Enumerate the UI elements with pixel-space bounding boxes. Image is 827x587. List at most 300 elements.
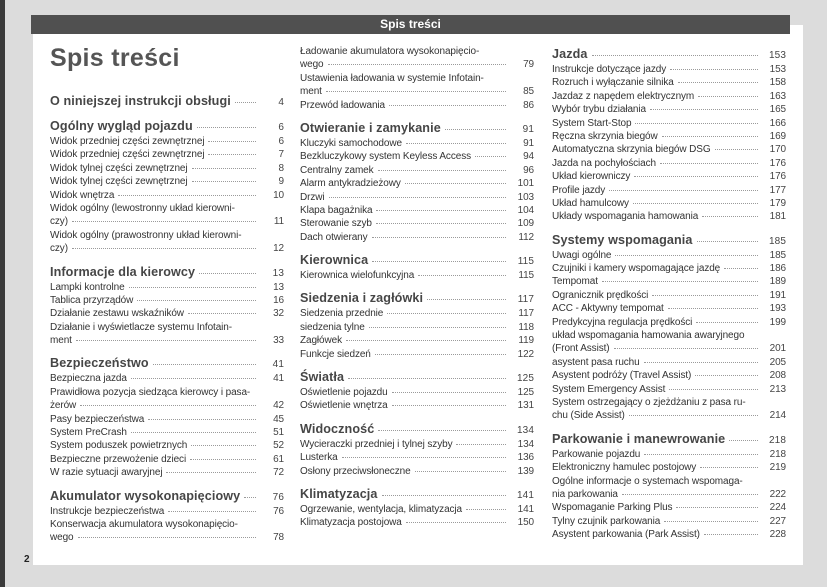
toc-entry[interactable] <box>552 475 786 502</box>
toc-entry[interactable] <box>552 289 786 302</box>
toc-page-number: 112 <box>518 231 534 243</box>
toc-entry-row <box>50 487 284 505</box>
dot-leader <box>697 241 759 242</box>
dot-leader <box>191 445 256 446</box>
toc-page-number: 8 <box>278 162 284 174</box>
toc-entry-row <box>552 231 786 249</box>
toc-entry-row <box>50 294 284 307</box>
dot-leader <box>652 295 758 296</box>
toc-entry[interactable] <box>552 356 786 369</box>
toc-page-number: 11 <box>273 216 284 228</box>
toc-entry[interactable] <box>552 184 786 197</box>
toc-entry[interactable] <box>50 202 284 229</box>
toc-entry-text: Widok ogólny (lewostronny układ kierowni- <box>50 202 235 214</box>
toc-entry-text: Centralny zamek <box>300 164 374 176</box>
toc-chapter-entry[interactable] <box>552 45 786 63</box>
toc-page-number: 181 <box>769 211 786 223</box>
toc-entry-row <box>552 210 786 223</box>
toc-entry-text: Ogólny wygląd pojazdu <box>50 119 193 133</box>
toc-page-number: 61 <box>273 453 284 465</box>
toc-entry-text: wego <box>300 59 324 71</box>
dot-leader <box>131 378 256 379</box>
toc-entry[interactable] <box>50 135 284 148</box>
toc-entry-text: Wspomaganie Parking Plus <box>552 502 673 514</box>
toc-page-number: 13 <box>272 267 284 279</box>
toc-entry-row <box>552 45 786 63</box>
toc-page-number: 76 <box>273 505 284 517</box>
toc-page-number: 125 <box>517 387 534 399</box>
toc-entry[interactable] <box>50 386 284 413</box>
toc-chapter-entry[interactable] <box>552 430 786 448</box>
toc-entry-row <box>552 117 786 130</box>
dot-leader <box>76 340 256 341</box>
toc-entry[interactable] <box>300 191 534 204</box>
toc-page-number: 86 <box>523 99 534 111</box>
toc-entry[interactable] <box>552 117 786 130</box>
toc-chapter-entry[interactable] <box>300 251 534 269</box>
toc-entry-row <box>552 316 786 329</box>
dot-leader <box>475 156 506 157</box>
toc-entry-text: Bezkluczykowy system Keyless Access <box>300 151 471 163</box>
dot-leader <box>660 163 758 164</box>
toc-entry-text: Jazda <box>552 47 588 61</box>
toc-entry-row <box>300 420 534 438</box>
toc-entry-text: układ wspomagania hamowania awaryjnego <box>552 330 745 342</box>
toc-entry[interactable] <box>300 231 534 244</box>
toc-entry-row <box>300 321 534 334</box>
toc-page-number: 228 <box>769 529 786 541</box>
toc-entry-text: Czujniki i kamery wspomagające jazdę <box>552 263 721 275</box>
dot-leader <box>622 494 758 495</box>
dot-leader <box>72 221 256 222</box>
toc-entry[interactable] <box>300 177 534 190</box>
toc-entry-text: Widok wnętrza <box>50 189 115 201</box>
toc-entry[interactable] <box>50 162 284 175</box>
dot-leader <box>678 82 758 83</box>
toc-entry-text: Drzwi <box>300 191 325 203</box>
toc-entry-text: Widok przedniej części zewnętrznej <box>50 149 205 161</box>
toc-page-number: 218 <box>769 434 786 446</box>
toc-entry[interactable] <box>300 72 534 99</box>
toc-entry[interactable] <box>50 505 284 518</box>
toc-page-number: 139 <box>517 465 534 477</box>
toc-entry-text: Tempomat <box>552 276 598 288</box>
toc-entry[interactable] <box>552 249 786 262</box>
dot-leader <box>378 430 506 431</box>
toc-entry-row <box>50 531 284 544</box>
toc-entry-text: Otwieranie i zamykanie <box>300 120 441 135</box>
toc-page-number: 134 <box>517 424 534 436</box>
toc-chapter-entry[interactable] <box>50 92 284 110</box>
toc-entry[interactable] <box>552 143 786 156</box>
toc-entry[interactable] <box>50 281 284 294</box>
toc-page-number: 91 <box>523 137 534 149</box>
toc-entry-row <box>50 281 284 294</box>
toc-entry-text: Lusterka <box>300 452 338 464</box>
toc-entry-text: Działanie i wyświetlacze systemu Infotain- <box>50 321 232 333</box>
toc-entry[interactable] <box>552 396 786 423</box>
toc-entry-text: żerów <box>50 400 77 412</box>
toc-entry[interactable] <box>552 262 786 275</box>
toc-page-number: 9 <box>278 176 284 188</box>
toc-page-number: 4 <box>278 97 284 108</box>
toc-entry[interactable] <box>300 204 534 217</box>
toc-entry[interactable] <box>300 150 534 163</box>
dot-leader <box>137 300 256 301</box>
dot-leader <box>244 497 256 498</box>
toc-entry[interactable] <box>552 210 786 223</box>
toc-page-number: 208 <box>769 370 786 382</box>
toc-entry[interactable] <box>552 76 786 89</box>
toc-entry[interactable] <box>552 63 786 76</box>
toc-column-2 <box>300 45 534 530</box>
toc-page-number: 33 <box>273 335 284 347</box>
dot-leader <box>715 149 758 150</box>
toc-column-1 <box>50 92 284 545</box>
toc-entry-row <box>300 177 534 190</box>
toc-entry-row <box>300 307 534 320</box>
toc-entry-row <box>50 372 284 385</box>
dot-leader <box>592 55 758 56</box>
dot-leader <box>129 287 256 288</box>
toc-entry-row <box>552 170 786 183</box>
toc-entry-text: Profile jazdy <box>552 184 606 196</box>
toc-entry[interactable] <box>50 466 284 479</box>
toc-chapter-entry[interactable] <box>50 487 284 505</box>
toc-entry-text: Oświetlenie pojazdu <box>300 387 388 399</box>
toc-page-number: 205 <box>769 356 786 368</box>
toc-entry-row <box>50 307 284 320</box>
toc-entry-text: Automatyczna skrzynia biegów DSG <box>552 144 711 156</box>
toc-entry[interactable] <box>552 316 786 329</box>
toc-entry-text: Układ kierowniczy <box>552 171 631 183</box>
toc-page-number: 103 <box>517 191 534 203</box>
dot-leader <box>406 143 506 144</box>
toc-entry-row <box>552 501 786 514</box>
toc-entry-row <box>552 90 786 103</box>
toc-entry-text: ment <box>50 335 72 347</box>
toc-entry-row <box>50 189 284 202</box>
toc-entry[interactable] <box>50 413 284 426</box>
toc-entry-row <box>552 369 786 382</box>
toc-entry-row <box>50 92 284 110</box>
toc-entry[interactable] <box>552 501 786 514</box>
toc-entry-row <box>50 162 284 175</box>
toc-entry-row <box>300 217 534 230</box>
dot-leader <box>392 392 506 393</box>
toc-entry[interactable] <box>552 302 786 315</box>
toc-entry[interactable] <box>300 516 534 529</box>
toc-entry-text: Ogólne informacje o systemach wspomaga- <box>552 475 743 487</box>
toc-page-number: 134 <box>517 438 534 450</box>
toc-page-number: 51 <box>273 427 284 439</box>
toc-page-number: 177 <box>769 184 786 196</box>
toc-entry-row <box>552 448 786 461</box>
toc-entry-text: Siedzenia i zagłówki <box>300 291 424 306</box>
toc-entry-text: czy) <box>50 216 68 228</box>
dot-leader <box>405 183 506 184</box>
toc-entry-row <box>300 231 534 244</box>
toc-entry-row <box>552 143 786 156</box>
toc-page-number: 150 <box>517 517 534 529</box>
dot-leader <box>614 348 759 349</box>
dot-leader <box>389 105 506 106</box>
toc-entry[interactable] <box>50 294 284 307</box>
toc-entry-text: Uwagi ogólne <box>552 249 612 261</box>
toc-entry-row <box>300 289 534 307</box>
toc-entry[interactable] <box>300 99 534 112</box>
toc-entry-text: Kluczyki samochodowe <box>300 137 402 149</box>
toc-entry[interactable] <box>300 321 534 334</box>
toc-entry[interactable] <box>50 321 284 348</box>
toc-chapter-entry[interactable] <box>300 119 534 137</box>
toc-page-number: 219 <box>769 462 786 474</box>
toc-entry[interactable] <box>300 45 534 72</box>
toc-entry-row <box>552 76 786 89</box>
toc-entry-row <box>552 515 786 528</box>
toc-page-number: 76 <box>272 491 284 503</box>
dot-leader <box>392 405 506 406</box>
toc-page-number: 115 <box>517 256 534 268</box>
toc-entry[interactable] <box>50 518 284 545</box>
toc-page-number: 141 <box>517 489 534 501</box>
left-edge-strip <box>0 0 5 587</box>
toc-entry-row <box>300 386 534 399</box>
toc-entry[interactable] <box>300 438 534 451</box>
dot-leader <box>650 109 758 110</box>
dot-leader <box>197 127 256 128</box>
toc-entry-text: Ustawienia ładowania w systemie Infotain- <box>300 72 484 84</box>
toc-page-number: 165 <box>769 104 786 116</box>
toc-entry-text: Widok przedniej części zewnętrznej <box>50 136 205 147</box>
dot-leader <box>696 322 758 323</box>
toc-entry[interactable] <box>50 175 284 188</box>
dot-leader <box>702 216 758 217</box>
toc-entry-text: ACC - Aktywny tempomat <box>552 303 664 315</box>
toc-entry[interactable] <box>552 515 786 528</box>
dot-leader <box>346 340 506 341</box>
toc-entry-text: asystent pasa ruchu <box>552 356 640 368</box>
toc-entry[interactable] <box>50 307 284 320</box>
dot-leader <box>662 136 758 137</box>
toc-entry-text: Tylny czujnik parkowania <box>552 515 661 527</box>
toc-page-number: 118 <box>518 321 534 333</box>
toc-chapter-entry[interactable] <box>552 231 786 249</box>
toc-page-number: 79 <box>523 59 534 71</box>
toc-entry[interactable] <box>552 383 786 396</box>
toc-entry-text: Instrukcje dotyczące jazdy <box>552 64 667 75</box>
toc-page-number: 7 <box>278 149 284 161</box>
toc-chapter-entry[interactable] <box>50 354 284 372</box>
toc-entry[interactable] <box>552 170 786 183</box>
toc-entry[interactable] <box>552 528 786 541</box>
dot-leader <box>615 255 758 256</box>
toc-entry-text: Widok tylnej części zewnętrznej <box>50 176 188 188</box>
toc-entry-text: Prawidłowa pozycja siedząca kierowcy i pasa- <box>50 386 251 398</box>
running-header: Spis treści <box>31 15 790 34</box>
toc-entry-text: Układ hamulcowy <box>552 197 629 209</box>
toc-page-number: 227 <box>769 515 786 527</box>
toc-entry-row <box>300 399 534 412</box>
toc-entry[interactable] <box>552 90 786 103</box>
toc-entry-text: Instrukcje bezpieczeństwa <box>50 505 165 517</box>
toc-entry-text: Widok tylnej części zewnętrznej <box>50 162 188 174</box>
dot-leader <box>382 495 506 496</box>
toc-entry[interactable] <box>300 503 534 516</box>
toc-entry-row <box>50 413 284 426</box>
toc-entry-row <box>300 58 534 71</box>
toc-entry-row <box>300 150 534 163</box>
toc-entry[interactable] <box>552 329 786 356</box>
dot-leader <box>664 521 758 522</box>
toc-entry-row <box>300 516 534 529</box>
toc-page-number: 45 <box>273 413 284 425</box>
dot-leader <box>78 537 256 538</box>
dot-leader <box>208 154 256 155</box>
toc-page-number: 12 <box>273 243 284 255</box>
toc-entry-row <box>50 466 284 479</box>
toc-page-number: 32 <box>273 308 284 320</box>
toc-entry[interactable] <box>50 229 284 256</box>
dot-leader <box>168 511 256 512</box>
dot-leader <box>378 170 506 171</box>
toc-entry-row <box>300 465 534 478</box>
toc-entry-row <box>50 135 284 148</box>
toc-entry[interactable] <box>50 372 284 385</box>
dot-leader <box>188 313 256 314</box>
toc-column-3 <box>552 45 786 542</box>
toc-entry-text: nia parkowania <box>552 488 618 500</box>
toc-chapter-entry[interactable] <box>300 420 534 438</box>
toc-page-number: 153 <box>769 50 786 61</box>
toc-entry-text: Akumulator wysokonapięciowy <box>50 488 241 503</box>
toc-entry[interactable] <box>300 348 534 361</box>
dot-leader <box>418 275 506 276</box>
toc-entry-text: Lampki kontrolne <box>50 281 125 293</box>
toc-page-number: 119 <box>518 335 534 347</box>
toc-chapter-entry[interactable] <box>50 263 284 281</box>
toc-chapter-entry[interactable] <box>300 485 534 503</box>
toc-entry[interactable] <box>300 137 534 150</box>
toc-entry[interactable] <box>300 164 534 177</box>
toc-entry-text: Konserwacja akumulatora wysokonapięcio- <box>50 518 238 530</box>
toc-page-number: 117 <box>517 294 534 306</box>
toc-entry-text: Jazda na pochyłościach <box>552 157 656 169</box>
toc-entry[interactable] <box>552 130 786 143</box>
toc-entry-row <box>552 63 786 76</box>
toc-entry-row <box>552 157 786 170</box>
dot-leader <box>644 454 758 455</box>
toc-page-number: 214 <box>769 410 786 422</box>
toc-entry-row <box>300 99 534 112</box>
toc-entry-text: Pasy bezpieczeństwa <box>50 413 145 425</box>
toc-entry-row <box>50 505 284 518</box>
toc-entry-row <box>50 242 284 255</box>
toc-entry[interactable] <box>50 426 284 439</box>
toc-entry-text: Klimatyzacja postojowa <box>300 517 402 529</box>
toc-entry-text: chu (Side Assist) <box>552 410 625 422</box>
toc-entry-text: Wycieraczki przedniej i tylnej szyby <box>300 438 453 450</box>
toc-entry-row <box>552 461 786 474</box>
toc-entry-row <box>50 354 284 372</box>
toc-chapter-entry[interactable] <box>300 289 534 307</box>
toc-entry-row <box>552 528 786 541</box>
toc-entry[interactable] <box>300 307 534 320</box>
toc-entry-text: Predykcyjna regulacja prędkości <box>552 316 693 328</box>
toc-chapter-entry[interactable] <box>300 368 534 386</box>
toc-entry[interactable] <box>552 275 786 288</box>
toc-page-number: 41 <box>272 359 284 371</box>
toc-page-number: 218 <box>769 448 786 460</box>
toc-entry[interactable] <box>552 197 786 210</box>
toc-entry[interactable] <box>300 399 534 412</box>
toc-page-number: 163 <box>769 90 786 102</box>
toc-entry-row <box>50 148 284 161</box>
toc-entry[interactable] <box>50 148 284 161</box>
toc-entry-text: Bezpieczeństwo <box>50 356 149 371</box>
toc-entry[interactable] <box>300 269 534 282</box>
toc-page-number: 125 <box>517 373 534 385</box>
dot-leader <box>190 459 256 460</box>
dot-leader <box>387 313 506 314</box>
dot-leader <box>329 197 507 198</box>
toc-page-number: 91 <box>522 123 534 135</box>
toc-page-number: 166 <box>769 117 786 129</box>
toc-page-number: 96 <box>523 164 534 176</box>
toc-entry-row <box>300 485 534 503</box>
toc-page-number: 10 <box>273 189 284 201</box>
toc-entry[interactable] <box>300 217 534 230</box>
toc-page-number: 85 <box>523 86 534 98</box>
toc-entry-row <box>552 383 786 396</box>
toc-entry[interactable] <box>50 439 284 452</box>
toc-entry[interactable] <box>552 461 786 474</box>
toc-entry[interactable] <box>50 189 284 202</box>
toc-page-number: 131 <box>517 400 534 412</box>
toc-entry-row <box>552 130 786 143</box>
toc-entry-text: Klimatyzacja <box>300 486 378 501</box>
toc-entry-row <box>552 289 786 302</box>
toc-entry-row <box>552 275 786 288</box>
toc-entry-text: Ładowanie akumulatora wysokonapięcio- <box>300 46 480 57</box>
toc-page-number: 115 <box>518 270 534 282</box>
toc-entry-text: Kierownica wielofunkcyjna <box>300 270 415 282</box>
toc-chapter-entry[interactable] <box>50 117 284 135</box>
dot-leader <box>118 195 256 196</box>
toc-entry[interactable] <box>552 103 786 116</box>
toc-entry[interactable] <box>300 334 534 347</box>
toc-entry[interactable] <box>300 451 534 464</box>
toc-entry-row <box>50 453 284 466</box>
toc-entry[interactable] <box>552 369 786 382</box>
toc-page-number: 201 <box>769 343 786 355</box>
toc-entry-row <box>552 488 786 501</box>
toc-entry[interactable] <box>300 465 534 478</box>
toc-entry[interactable] <box>552 157 786 170</box>
toc-entry-row <box>300 137 534 150</box>
toc-entry[interactable] <box>300 386 534 399</box>
dot-leader <box>609 190 758 191</box>
toc-entry-text: Wybór trybu działania <box>552 104 646 116</box>
toc-entry-row <box>50 399 284 412</box>
dot-leader <box>724 268 758 269</box>
toc-page-number: 199 <box>769 316 786 328</box>
toc-entry-text: Bezpieczna jazda <box>50 373 127 385</box>
toc-entry-row <box>552 430 786 448</box>
dot-leader <box>72 248 256 249</box>
toc-entry[interactable] <box>552 448 786 461</box>
toc-entry[interactable] <box>50 453 284 466</box>
